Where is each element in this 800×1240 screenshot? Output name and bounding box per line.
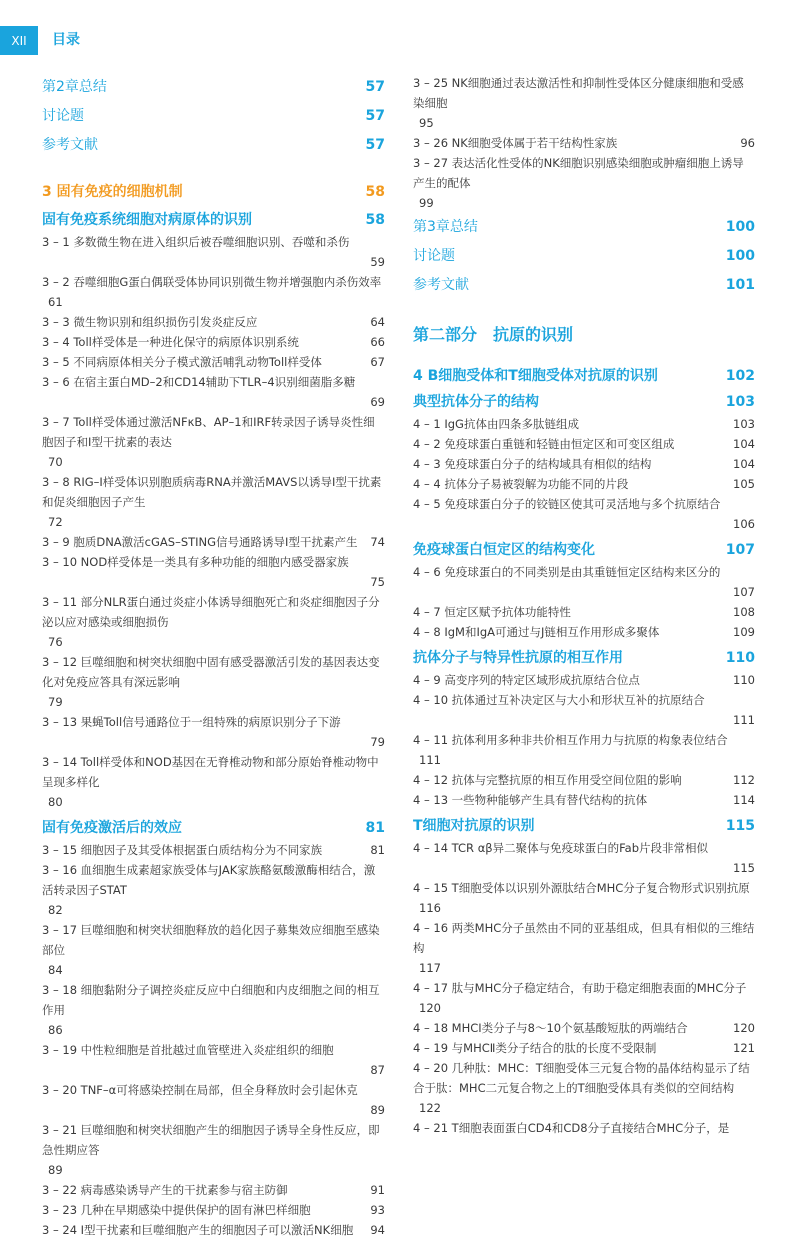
toc-page-number: 120 <box>419 1001 441 1015</box>
toc-entry-title: 固有免疫系统细胞对病原体的识别 <box>42 212 252 228</box>
toc-entry[interactable] <box>42 372 385 412</box>
toc-page-number: 102 <box>725 368 755 384</box>
toc-page-number: 104 <box>733 437 755 451</box>
running-title: 目录 <box>52 32 80 48</box>
toc-page-number: 103 <box>733 417 755 431</box>
toc-entry[interactable] <box>413 918 755 978</box>
toc-entry[interactable] <box>413 690 755 730</box>
toc-page-number: 69 <box>370 395 385 409</box>
toc-page-number: 58 <box>365 212 385 228</box>
toc-entry-title: 3 – 3 微生物识别和组织损伤引发炎症反应 <box>42 315 258 329</box>
toc-page-number: 105 <box>733 477 755 491</box>
toc-entry-title: 4 – 13 一些物种能够产生具有替代结构的抗体 <box>413 793 648 807</box>
toc-entry-title: 3 – 5 不同病原体相关分子模式激活哺乳动物Toll样受体 <box>42 355 322 369</box>
toc-summary-link[interactable] <box>413 242 755 271</box>
toc-entry[interactable] <box>413 1018 755 1038</box>
toc-entry-title: 3 – 27 表达活化性受体的NK细胞识别感染细胞或肿瘤细胞上诱导产生的配体 <box>413 156 744 190</box>
toc-page-number: 114 <box>733 793 755 807</box>
toc-entry-title: 4 – 4 抗体分子易被裂解为功能不同的片段 <box>413 477 629 491</box>
toc-entry[interactable] <box>413 770 755 790</box>
toc-page-number: 91 <box>370 1183 385 1197</box>
toc-entry-title: 3 – 10 NOD样受体是一类具有多种功能的细胞内感受器家族 <box>42 555 349 569</box>
toc-entry-title: 4 – 5 免疫球蛋白分子的铰链区使其可灵活地与多个抗原结合 <box>413 497 721 511</box>
toc-entry-title: 3 – 14 Toll样受体和NOD基因在无脊椎动物和部分原始脊椎动物中呈现多样化 <box>42 755 379 789</box>
toc-entry-title: 4 – 11 抗体利用多种非共价相互作用力与抗原的构象表位结合 <box>413 733 728 747</box>
toc-page-number: 72 <box>48 515 63 529</box>
toc-page-number: 64 <box>370 315 385 329</box>
toc-section-link[interactable] <box>413 392 755 412</box>
toc-entry[interactable] <box>413 1058 755 1118</box>
toc-entry-title: 固有免疫激活后的效应 <box>42 820 182 836</box>
toc-page-number: 57 <box>365 108 385 124</box>
toc-entry-title: 4 – 21 T细胞表面蛋白CD4和CD8分子直接结合MHC分子，是 <box>413 1121 730 1135</box>
toc-entry[interactable] <box>413 978 755 1018</box>
toc-right-column <box>413 73 755 1138</box>
part-heading: 第二部分 抗原的识别 <box>413 325 574 344</box>
toc-entry[interactable] <box>413 878 755 918</box>
toc-entry-title: 3 – 12 巨噬细胞和树突状细胞中固有感受器激活引发的基因表达变化对免疫应答具有深远影响 <box>42 655 380 689</box>
toc-entry[interactable] <box>42 472 385 532</box>
toc-entry-title: 4 – 10 抗体通过互补决定区与大小和形状互补的抗原结合 <box>413 693 705 707</box>
toc-page-number: 82 <box>48 903 63 917</box>
toc-entry-title: 讨论题 <box>413 248 455 264</box>
toc-page-number: 70 <box>48 455 63 469</box>
toc-page-number: 81 <box>370 843 385 857</box>
toc-entry-title: 3 – 26 NK细胞受体属于若干结构性家族 <box>413 136 618 150</box>
toc-entry[interactable] <box>413 153 755 213</box>
toc-entry[interactable] <box>42 232 385 272</box>
toc-entry[interactable] <box>42 652 385 712</box>
toc-page-number: 86 <box>48 1023 63 1037</box>
toc-entry[interactable] <box>413 790 755 810</box>
toc-entry-title: 4 – 20 几种肽：MHC：T细胞受体三元复合物的晶体结构显示了结合于肽：MHC二元复合物之上的T细胞受体具有类似的空间结构 <box>413 1061 750 1095</box>
toc-section-link[interactable] <box>413 648 755 668</box>
toc-entry[interactable] <box>42 920 385 980</box>
toc-page-number: 120 <box>733 1021 755 1035</box>
toc-entry[interactable] <box>42 712 385 752</box>
toc-entry-title: 第3章总结 <box>413 219 478 235</box>
toc-page-number: 104 <box>733 457 755 471</box>
toc-entry-title: 3 – 2 吞噬细胞G蛋白偶联受体协同识别微生物并增强胞内杀伤效率 <box>42 275 382 289</box>
toc-entry-title: 3 – 25 NK细胞通过表达激活性和抑制性受体区分健康细胞和受感染细胞 <box>413 76 744 110</box>
toc-summary-link[interactable] <box>42 131 385 160</box>
toc-page-number: 84 <box>48 963 63 977</box>
toc-entry-title: 3 – 11 部分NLR蛋白通过炎症小体诱导细胞死亡和炎症细胞因子分泌以应对感染或细胞损伤 <box>42 595 380 629</box>
toc-entry[interactable] <box>413 670 755 690</box>
toc-page-number: 111 <box>733 713 755 727</box>
toc-entry[interactable] <box>413 434 755 454</box>
toc-entry[interactable] <box>413 1038 755 1058</box>
toc-entry-title: 4 – 12 抗体与完整抗原的相互作用受空间位阻的影响 <box>413 773 682 787</box>
toc-chapter-link[interactable] <box>42 182 385 202</box>
toc-entry[interactable] <box>42 840 385 860</box>
toc-entry-title: 免疫球蛋白恒定区的结构变化 <box>413 542 595 558</box>
toc-summary-link[interactable] <box>42 102 385 131</box>
toc-entry-title: 3 – 15 细胞因子及其受体根据蛋白质结构分为不同家族 <box>42 843 323 857</box>
toc-page-number: 74 <box>370 535 385 549</box>
toc-entry-title: 3 – 20 TNF–α可将感染控制在局部，但全身释放时会引起休克 <box>42 1083 358 1097</box>
toc-entry-title: 4 – 7 恒定区赋予抗体功能特性 <box>413 605 571 619</box>
toc-entry-title: 3 – 4 Toll样受体是一种进化保守的病原体识别系统 <box>42 335 299 349</box>
toc-page-number: 101 <box>725 277 755 293</box>
toc-entry-title: 4 – 1 IgG抗体由四条多肽链组成 <box>413 417 579 431</box>
toc-section-link[interactable] <box>42 210 385 230</box>
toc-entry-title: 3 – 13 果蝇Toll信号通路位于一组特殊的病原识别分子下游 <box>42 715 341 729</box>
toc-entry[interactable] <box>413 602 755 622</box>
toc-entry[interactable] <box>42 552 385 592</box>
toc-entry-title: 3 – 23 几种在早期感染中提供保护的固有淋巴样细胞 <box>42 1203 311 1217</box>
toc-entry-title: 4 – 6 免疫球蛋白的不同类别是由其重链恒定区结构来区分的 <box>413 565 721 579</box>
toc-page-number: 117 <box>419 961 441 975</box>
toc-entry-title: 4 B细胞受体和T细胞受体对抗原的识别 <box>413 368 658 384</box>
toc-entry[interactable] <box>42 532 385 552</box>
toc-entry-title: 4 – 15 T细胞受体以识别外源肽结合MHC分子复合物形式识别抗原 <box>413 881 750 895</box>
toc-entry-title: T细胞对抗原的识别 <box>413 818 535 834</box>
page-number-badge: XII <box>0 26 38 55</box>
toc-page-number: 76 <box>48 635 63 649</box>
toc-section-link[interactable] <box>42 818 385 838</box>
toc-page-number: 96 <box>740 136 755 150</box>
toc-page-number: 66 <box>370 335 385 349</box>
toc-entry[interactable] <box>413 73 755 133</box>
toc-page-number: 109 <box>733 625 755 639</box>
toc-entry-title: 4 – 16 两类MHC分子虽然由不同的亚基组成，但具有相似的三维结构 <box>413 921 755 955</box>
toc-page-number: 107 <box>725 542 755 558</box>
toc-page-number: 110 <box>725 650 755 666</box>
toc-entry-title: 3 – 9 胞质DNA激活cGAS–STING信号通路诱导Ⅰ型干扰素产生 <box>42 535 358 549</box>
toc-page-number: 57 <box>365 79 385 95</box>
toc-entry-title: 抗体分子与特异性抗原的相互作用 <box>413 650 623 666</box>
toc-entry-title: 4 – 9 高变序列的特定区域形成抗原结合位点 <box>413 673 640 687</box>
toc-entry[interactable] <box>413 838 755 878</box>
toc-entry-title: 3 – 19 中性粒细胞是首批越过血管壁进入炎症组织的细胞 <box>42 1043 334 1057</box>
toc-entry[interactable] <box>413 454 755 474</box>
toc-entry-title: 3 固有免疫的细胞机制 <box>42 184 183 200</box>
toc-page-number: 67 <box>370 355 385 369</box>
toc-entry[interactable] <box>42 412 385 472</box>
toc-summary-link[interactable] <box>413 271 755 300</box>
toc-entry[interactable] <box>42 592 385 652</box>
toc-entry[interactable] <box>42 1040 385 1080</box>
toc-page-number: 110 <box>733 673 755 687</box>
toc-page-number: 107 <box>733 585 755 599</box>
toc-page-number: 106 <box>733 517 755 531</box>
toc-page-number: 79 <box>370 735 385 749</box>
toc-entry-title: 4 – 19 与MHCⅡ类分子结合的肽的长度不受限制 <box>413 1041 657 1055</box>
toc-page-number: 100 <box>725 219 755 235</box>
toc-entry[interactable] <box>413 730 755 770</box>
toc-entry[interactable] <box>42 1220 385 1240</box>
toc-page-number: 89 <box>48 1163 63 1177</box>
toc-entry[interactable] <box>42 352 385 372</box>
toc-entry[interactable] <box>413 1118 755 1138</box>
toc-section-link[interactable] <box>413 540 755 560</box>
toc-entry[interactable] <box>42 980 385 1040</box>
toc-page-number: 75 <box>370 575 385 589</box>
toc-entry[interactable] <box>42 860 385 920</box>
toc-page-number: 94 <box>370 1223 385 1237</box>
toc-page-number: 81 <box>365 820 385 836</box>
toc-entry-title: 3 – 24 Ⅰ型干扰素和巨噬细胞产生的细胞因子可以激活NK细胞 <box>42 1223 354 1237</box>
toc-page-number: 100 <box>725 248 755 264</box>
toc-entry[interactable] <box>42 752 385 812</box>
toc-page-number: 115 <box>725 818 755 834</box>
toc-page-number: 79 <box>48 695 63 709</box>
toc-page-number: 103 <box>725 394 755 410</box>
toc-page-number: 89 <box>370 1103 385 1117</box>
toc-entry[interactable] <box>42 312 385 332</box>
toc-left-column <box>42 73 385 1240</box>
toc-page-number: 115 <box>733 861 755 875</box>
toc-entry-title: 讨论题 <box>42 108 84 124</box>
toc-entry[interactable] <box>42 1080 385 1120</box>
toc-entry[interactable] <box>42 1180 385 1200</box>
toc-page-number: 57 <box>365 137 385 153</box>
toc-page-number: 61 <box>48 295 63 309</box>
page-header <box>0 0 800 80</box>
toc-page-number: 87 <box>370 1063 385 1077</box>
toc-page-number: 58 <box>365 184 385 200</box>
toc-page-number: 116 <box>419 901 441 915</box>
toc-entry[interactable] <box>413 494 755 534</box>
toc-entry-title: 参考文献 <box>42 137 98 153</box>
toc-entry-title: 3 – 18 细胞黏附分子调控炎症反应中白细胞和内皮细胞之间的相互作用 <box>42 983 380 1017</box>
toc-entry-title: 3 – 1 多数微生物在进入组织后被吞噬细胞识别、吞噬和杀伤 <box>42 235 350 249</box>
toc-entry[interactable] <box>413 622 755 642</box>
toc-entry-title: 4 – 14 TCR αβ异二聚体与免疫球蛋白的Fab片段非常相似 <box>413 841 709 855</box>
toc-section-link[interactable] <box>413 816 755 836</box>
toc-page-number: 80 <box>48 795 63 809</box>
toc-entry[interactable] <box>42 332 385 352</box>
toc-entry[interactable] <box>413 133 755 153</box>
toc-entry-title: 3 – 8 RIG–Ⅰ样受体识别胞质病毒RNA并激活MAVS以诱导Ⅰ型干扰素和促炎细胞因子产生 <box>42 475 382 509</box>
toc-page-number: 59 <box>370 255 385 269</box>
toc-entry-title: 3 – 16 血细胞生成素超家族受体与JAK家族酪氨酸激酶相结合，激活转录因子STAT <box>42 863 376 897</box>
toc-entry-title: 3 – 17 巨噬细胞和树突状细胞释放的趋化因子募集效应细胞至感染部位 <box>42 923 380 957</box>
toc-summary-link[interactable] <box>413 213 755 242</box>
toc-entry[interactable] <box>42 272 385 312</box>
toc-page-number: 122 <box>419 1101 441 1115</box>
toc-page-number: 95 <box>419 116 434 130</box>
toc-entry-title: 4 – 8 IgM和IgA可通过与J链相互作用形成多聚体 <box>413 625 660 639</box>
toc-summary-link[interactable] <box>42 73 385 102</box>
toc-entry[interactable] <box>42 1120 385 1180</box>
toc-entry-title: 第2章总结 <box>42 79 107 95</box>
toc-page-number: 93 <box>370 1203 385 1217</box>
toc-entry[interactable] <box>413 414 755 434</box>
toc-entry[interactable] <box>413 562 755 602</box>
toc-entry-title: 4 – 3 免疫球蛋白分子的结构域具有相似的结构 <box>413 457 652 471</box>
toc-entry-title: 4 – 18 MHCⅠ类分子与8～10个氨基酸短肽的两端结合 <box>413 1021 688 1035</box>
toc-entry-title: 3 – 21 巨噬细胞和树突状细胞产生的细胞因子诱导全身性反应，即急性期应答 <box>42 1123 380 1157</box>
toc-entry-title: 4 – 17 肽与MHC分子稳定结合，有助于稳定细胞表面的MHC分子 <box>413 981 747 995</box>
toc-entry-title: 3 – 22 病毒感染诱导产生的干扰素参与宿主防御 <box>42 1183 288 1197</box>
toc-page-number: 112 <box>733 773 755 787</box>
toc-entry-title: 典型抗体分子的结构 <box>413 394 539 410</box>
toc-entry-title: 3 – 6 在宿主蛋白MD–2和CD14辅助下TLR–4识别细菌脂多糖 <box>42 375 356 389</box>
toc-page-number: 121 <box>733 1041 755 1055</box>
toc-entry-title: 参考文献 <box>413 277 469 293</box>
toc-chapter-link[interactable] <box>413 366 755 386</box>
toc-entry[interactable] <box>413 474 755 494</box>
toc-entry-title: 3 – 7 Toll样受体通过激活NFκB、AP–1和IRF转录因子诱导炎性细胞因子和Ⅰ型干扰素的表达 <box>42 415 375 449</box>
toc-page-number: 99 <box>419 196 434 210</box>
toc-entry[interactable] <box>42 1200 385 1220</box>
toc-page-number: 108 <box>733 605 755 619</box>
toc-entry-title: 4 – 2 免疫球蛋白重链和轻链由恒定区和可变区组成 <box>413 437 675 451</box>
toc-page-number: 111 <box>419 753 441 767</box>
